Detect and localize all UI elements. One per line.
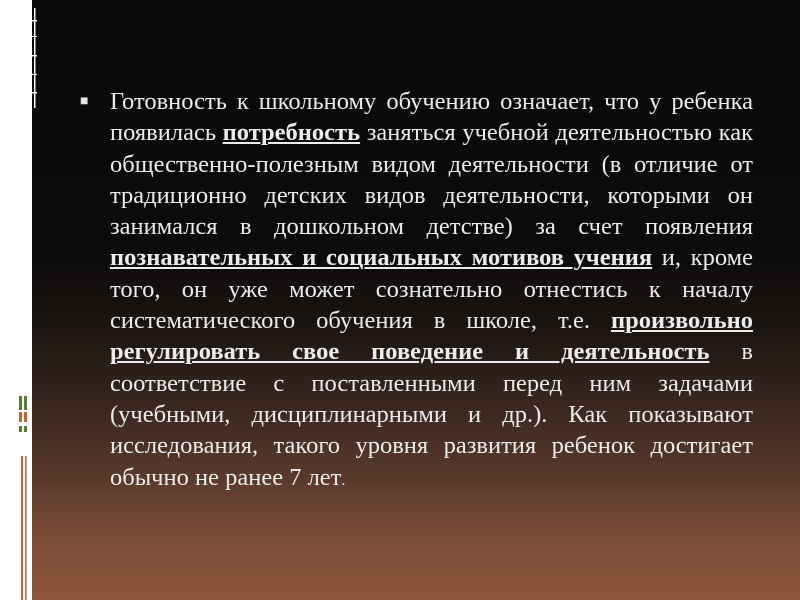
paragraph-end: .: [341, 471, 346, 489]
emphasis-need: потребность: [222, 119, 361, 147]
text-segment-2: заняться учебной деятельностью как общественно-полезным видом деятельности (в отличие от традиционно детских видов деятельности, которыми он занимался в дошкольном детстве) за счет появления: [110, 119, 753, 241]
emphasis-motives: познавательных и социальных мотивов учения: [110, 244, 653, 272]
square-bullet-icon: ■: [80, 94, 89, 109]
decorative-lines-top-icon: [17, 8, 37, 108]
emphasis-self-regulation: произвольно регулировать свое поведение и деятельность: [110, 307, 753, 366]
paragraph: [110, 86, 753, 496]
decorative-bars-bottom-icon: [17, 396, 31, 600]
text-segment-4: в соответствие с поставленными перед ним задачами (учебными, дисциплинарными и др.). Как показывают исследования, такого уровня развития ребенок достигает обычно не ранее 7 лет: [110, 338, 753, 491]
bullet-item: [80, 86, 753, 496]
text-segment-1: Готовность к школьному обучению означает, что у ребенка появилась: [110, 88, 753, 147]
text-segment-3: и, кроме того, он уже может сознательно отнестись к началу систематического обучения в школе, т.е.: [110, 244, 753, 335]
slide-content: [80, 86, 753, 496]
